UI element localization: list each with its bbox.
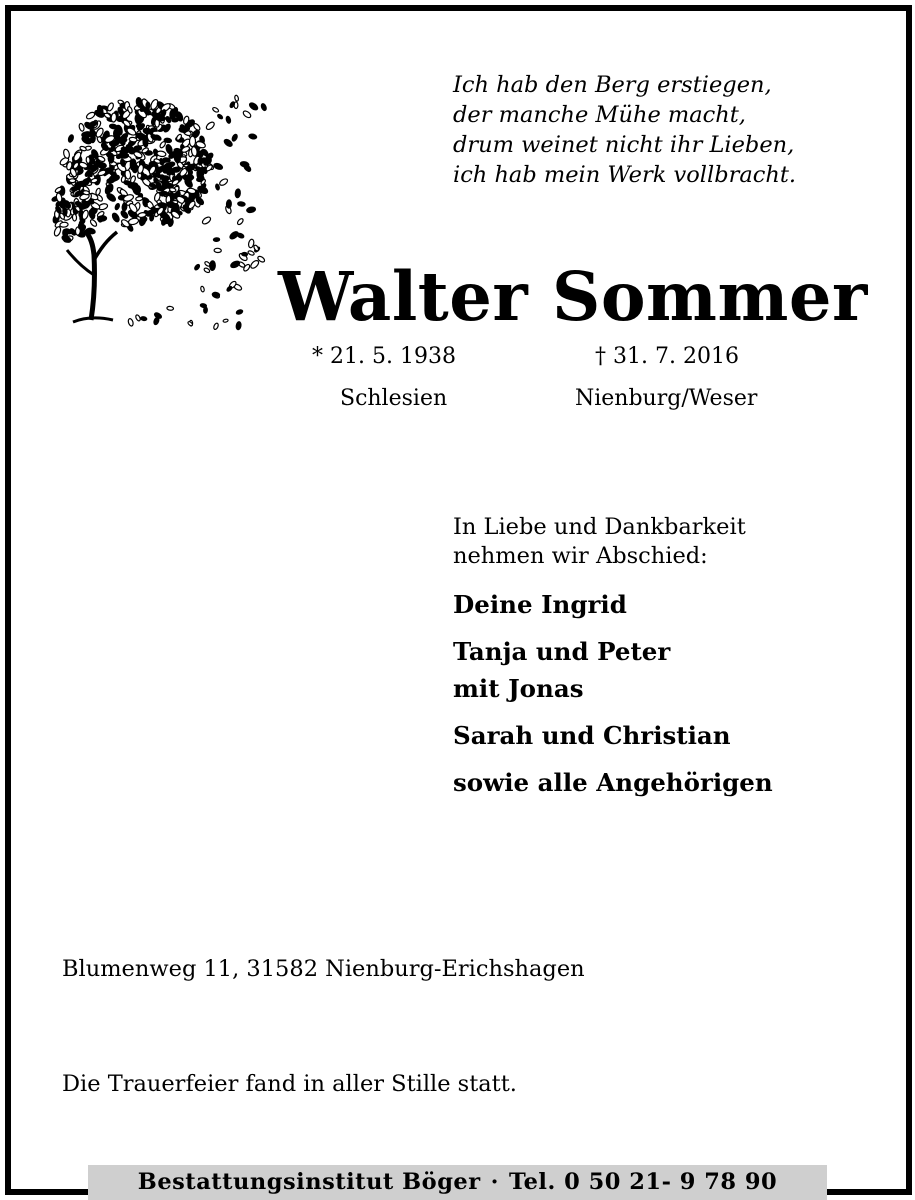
mourner-name: mit Jonas (453, 674, 584, 703)
mourner-group (453, 633, 773, 707)
tree-icon (45, 70, 275, 335)
birth-date: * 21. 5. 1938 (312, 344, 456, 369)
mourner-group (453, 764, 773, 801)
mourners-list (453, 586, 773, 811)
mourner-name: Deine Ingrid (453, 590, 627, 619)
birth-place: Schlesien (340, 386, 448, 411)
death-place: Nienburg/Weser (575, 386, 758, 411)
undertaker-name: Bestattungsinstitut Böger (137, 1169, 481, 1195)
mourner-group (453, 586, 773, 623)
intro-line: In Liebe und Dankbarkeit (453, 514, 746, 540)
farewell-intro (453, 513, 746, 571)
mourner-name: Sarah und Christian (453, 721, 731, 750)
poem-line: Ich hab den Berg erstiegen, (453, 72, 772, 98)
footer-separator: · (490, 1169, 499, 1195)
poem-line: drum weinet nicht ihr Lieben, (453, 132, 795, 158)
mourner-name: sowie alle Angehörigen (453, 768, 773, 797)
address: Blumenweg 11, 31582 Nienburg-Erichshagen (62, 956, 585, 982)
poem-line: ich hab mein Werk vollbracht. (453, 162, 797, 188)
death-date: † 31. 7. 2016 (595, 344, 739, 369)
service-note: Die Trauerfeier fand in aller Stille statt. (62, 1071, 517, 1097)
mourner-name: Tanja und Peter (453, 637, 671, 666)
intro-line: nehmen wir Abschied: (453, 543, 708, 569)
poem-line: der manche Mühe macht, (453, 102, 746, 128)
mourner-group (453, 717, 773, 754)
deceased-name: Walter Sommer (278, 257, 868, 336)
poem (453, 70, 796, 190)
footer-bar (88, 1165, 827, 1200)
phone-number: Tel. 0 50 21- 9 78 90 (508, 1169, 778, 1195)
